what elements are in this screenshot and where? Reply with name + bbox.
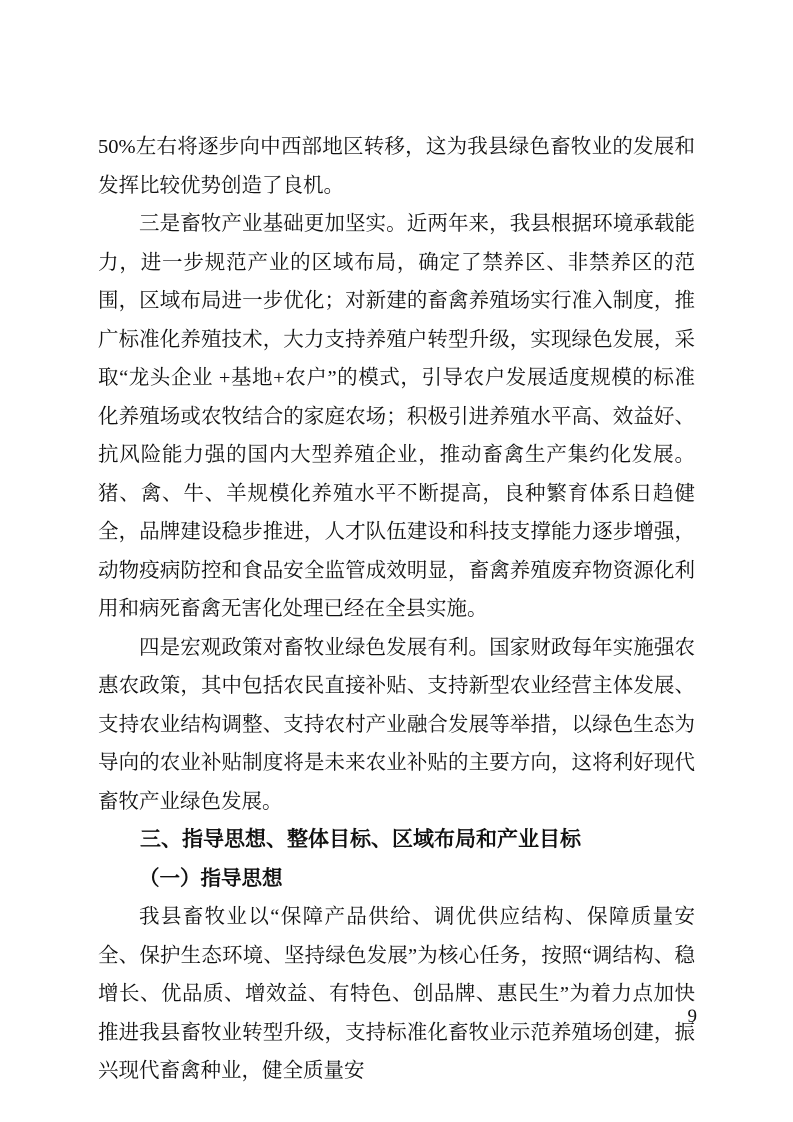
page-content [98, 128, 695, 1091]
paragraph-continuation: 50%左右将逐步向中西部地区转移，这为我县绿色畜牧业的发展和发挥比较优势创造了良机。 [98, 136, 695, 197]
paragraph-point-four: 四是宏观政策对畜牧业绿色发展有利。国家财政每年实施强农惠农政策，其中包括农民直接补贴、支持新型农业经营主体发展、支持农业结构调整、支持农村产业融合发展等举措，以绿色生态为导向的农业补贴制度将是未来农业补贴的主要方向，这将利好现代畜牧产业绿色发展。 [98, 636, 695, 813]
page-number: 9 [687, 1006, 697, 1027]
paragraph-guiding-ideology: 我县畜牧业以“保障产品供给、调优供应结构、保障质量安全、保护生态环境、坚持绿色发展”为核心任务，按照“调结构、稳增长、优品质、增效益、有特色、创品牌、惠民生”为着力点加快推进我县畜牧业转型升级，支持标准化畜牧业示范养殖场创建，振兴现代畜禽种业，健全质量安 [98, 906, 695, 1082]
paragraph-point-three: 三是畜牧产业基础更加坚实。近两年来，我县根据环境承载能力，进一步规范产业的区域布局，确定了禁养区、非禁养区的范围，区域布局进一步优化；对新建的畜禽养殖场实行准入制度，推广标准化养殖技术，大力支持养殖户转型升级，实现绿色发展，采取“龙头企业 +基地+农户”的模式，引导农户发展适度规模的标准化养殖场或农牧结合的家庭农场；积极引进养殖水平高、效益好、抗风险能力强的国内大型养殖企业，推动畜禽生产集约化发展。猪、禽、牛、羊规模化养殖水平不断提高，良种繁育体系日趋健全，品牌建设稳步推进，人才队伍建设和科技支撑能力逐步增强，动物疫病防控和食品安全监管成效明显，畜禽养殖废弃物资源化利用和病死畜禽无害化处理已经在全县实施。 [98, 213, 695, 620]
subsection-heading: （一）指导思想 [139, 867, 283, 890]
section-heading: 三、指导思想、整体目标、区域布局和产业目标 [140, 828, 581, 851]
